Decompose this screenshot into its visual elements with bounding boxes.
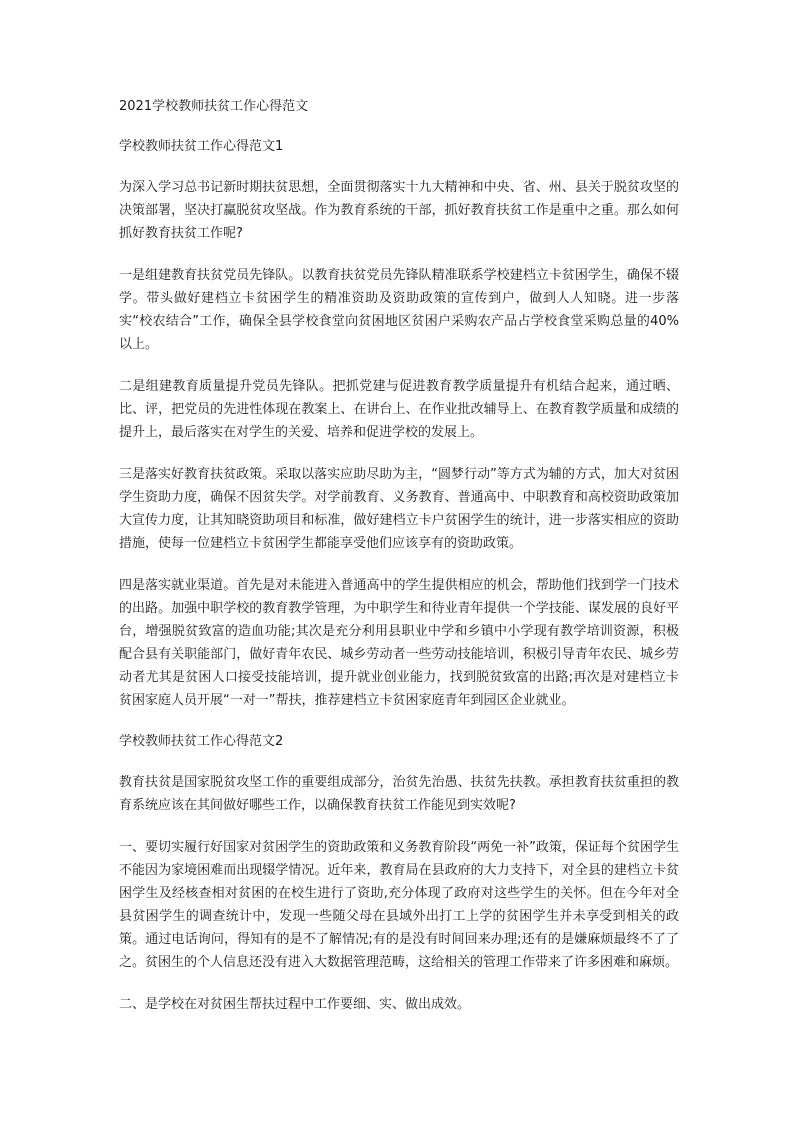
paragraph: 一是组建教育扶贫党员先锋队。以教育扶贫党员先锋队精准联系学校建档立卡贫困学生，确保不辍学。带头做好建档立卡贫困学生的精准资助及资助政策的宣传到户，做到人人知晓。进一步落实“校农结合”工作，确保全县学校食堂向贫困地区贫困户采购农产品占学校食堂采购总量的40%以上。 [119,268,679,352]
paragraph: 教育扶贫是国家脱贫攻坚工作的重要组成部分，治贫先治愚、扶贫先扶教。承担教育扶贫重担的教育系统应该在其间做好哪些工作，以确保教育扶贫工作能见到实效呢? [119,775,679,813]
section2-heading: 学校教师扶贫工作心得范文2 [119,734,284,749]
paragraph: 二、是学校在对贫困生帮扶过程中工作要细、实、做出成效。 [119,997,471,1012]
document-page [119,96,679,1035]
paragraph: 为深入学习总书记新时期扶贫思想，全面贯彻落实十九大精神和中央、省、州、县关于脱贫攻坚的决策部署，坚决打赢脱贫攻坚战。作为教育系统的干部，抓好教育扶贫工作是重中之重。那么如何抓好教育扶贫工作呢? [119,180,679,241]
paragraph: 二是组建教育质量提升党员先锋队。把抓党建与促进教育教学质量提升有机结合起来，通过晒、比、评，把党员的先进性体现在教案上、在讲台上、在作业批改辅导上、在教育教学质量和成绩的提升上，最后落实在对学生的关爱、培养和促进学校的发展上。 [119,379,679,440]
paragraph: 一、要切实履行好国家对贫困学生的资助政策和义务教育阶段“两免一补”政策，保证每个贫困学生不能因为家境困难而出现辍学情况。近年来，教育局在县政府的大力支持下，对全县的建档立卡贫困学生及经核查相对贫困的在校生进行了资助,充分体现了政府对这些学生的关怀。但在今年对全县贫困学生的调查统计中，发现一些随父母在县域外出打工上学的贫困学生并未享受到相关的政策。通过电话询问，得知有的是不了解情况;有的是没有时间回来办理;还有的是嫌麻烦最终不了了之。贫困生的个人信息还没有进入大数据管理范畴，这给相关的管理工作带来了许多困难和麻烦。 [119,840,679,970]
paragraph: 三是落实好教育扶贫政策。采取以落实应助尽助为主，“圆梦行动”等方式为辅的方式，加大对贫困学生资助力度，确保不因贫失学。对学前教育、义务教育、普通高中、中职教育和高校资助政策加大宣传力度，让其知晓资助项目和标准，做好建档立卡户贫困学生的统计，进一步落实相应的资助措施，使每一位建档立卡贫困学生都能享受他们应该享有的资助政策。 [119,467,679,551]
document-title: 2021学校教师扶贫工作心得范文 [119,99,309,114]
section1-heading: 学校教师扶贫工作心得范文1 [119,139,284,154]
paragraph: 四是落实就业渠道。首先是对未能进入普通高中的学生提供相应的机会，帮助他们找到学一门技术的出路。加强中职学校的教育教学管理，为中职学生和待业青年提供一个学技能、谋发展的良好平台，增强脱贫致富的造血功能;其次是充分利用县职业中学和乡镇中小学现有教学培训资源，积极配合县有关职能部门，做好青年农民、城乡劳动者一些劳动技能培训，积极引导青年农民、城乡劳动者尤其是贫困人口接受技能培训，提升就业创业能力，找到脱贫致富的出路;再次是对建档立卡贫困家庭人员开展“一对一”帮扶，推荐建档立卡贫困家庭青年到园区企业就业。 [119,578,679,708]
